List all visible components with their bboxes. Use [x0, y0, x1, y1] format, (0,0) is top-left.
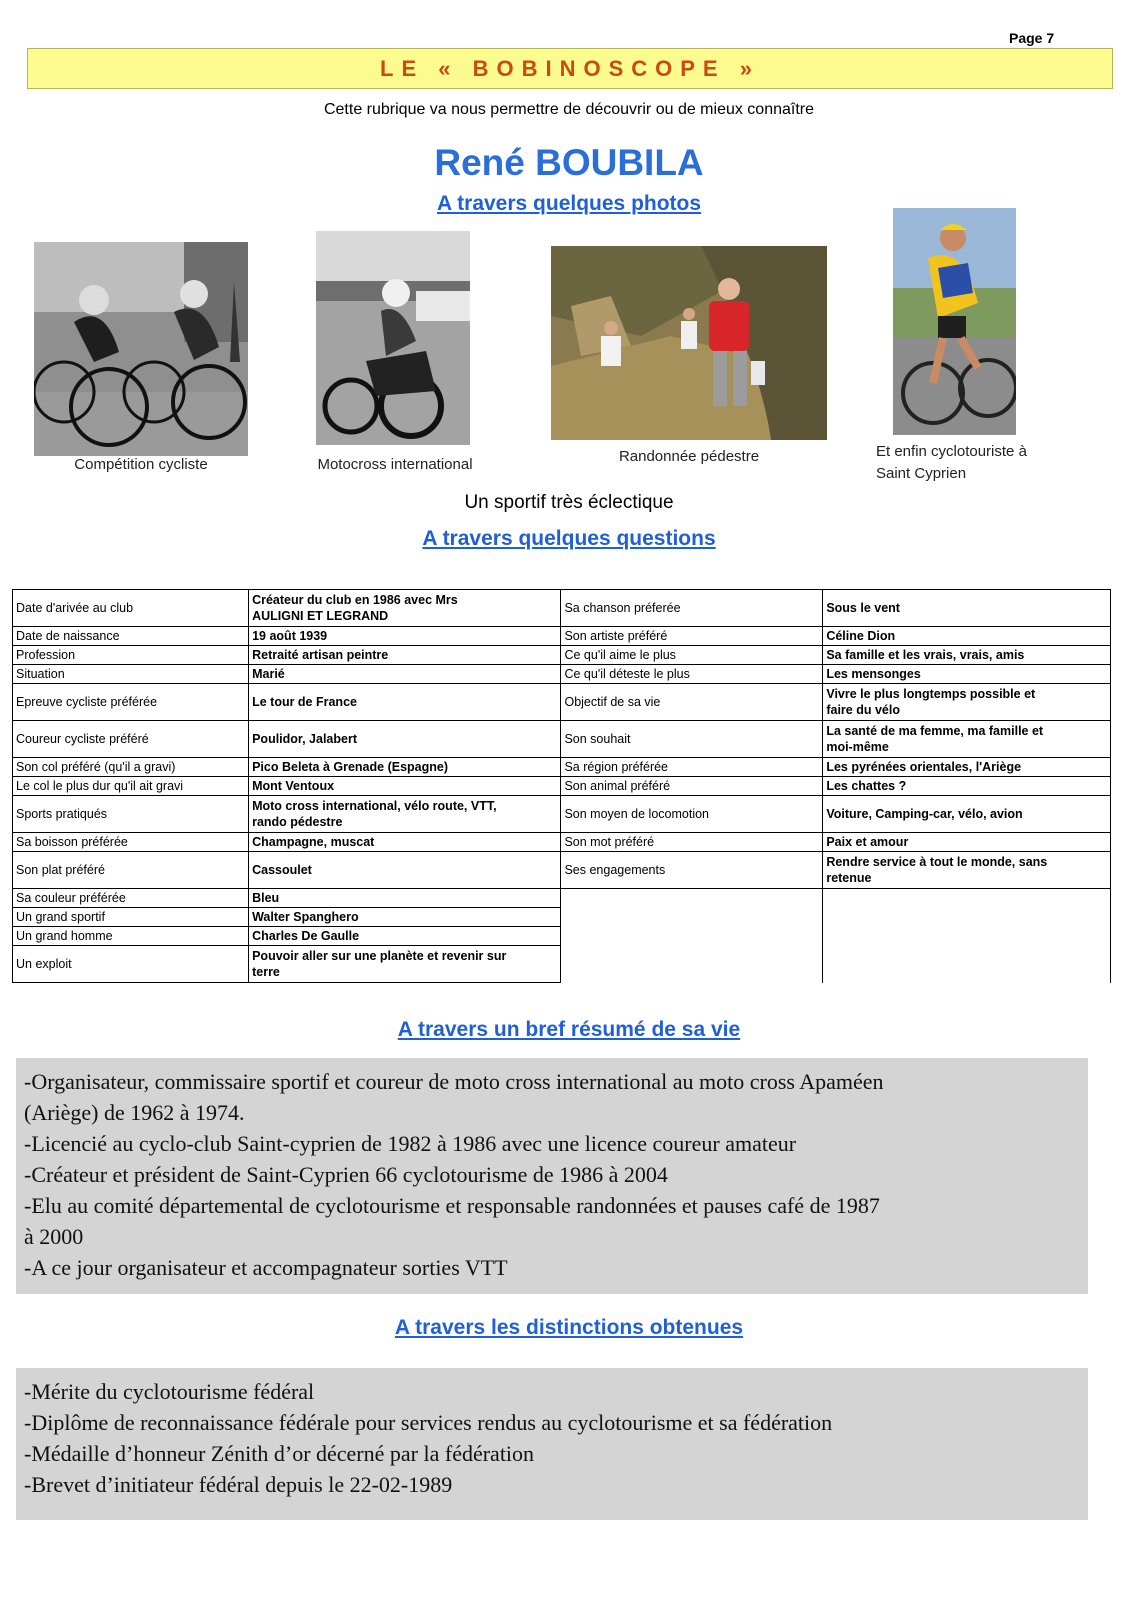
distinction-line: -Médaille d’honneur Zénith d’or décerné par la fédération	[24, 1441, 535, 1466]
right-question-cell: Son artiste préféré	[561, 627, 823, 646]
left-question-cell: Situation	[13, 665, 249, 684]
table-row	[13, 777, 1111, 796]
left-question-cell: Epreuve cycliste préférée	[13, 684, 249, 721]
table-row	[13, 758, 1111, 777]
questions-heading-link[interactable]: A travers quelques questions	[422, 527, 716, 550]
right-question-cell: Objectif de sa vie	[561, 684, 823, 721]
left-question-cell: Profession	[13, 646, 249, 665]
left-answer-cell	[249, 627, 561, 646]
right-answer-cell	[823, 758, 1111, 777]
table-row	[13, 833, 1111, 852]
table-row	[13, 908, 1111, 927]
answer-text: Céline Dion	[826, 629, 896, 643]
table-row	[13, 627, 1111, 646]
distinction-line: -Brevet d’initiateur fédéral depuis le 22-02-1989	[24, 1472, 453, 1497]
answer-text: La santé de ma femme, ma famille et	[826, 724, 1044, 738]
answer-text: Retraité artisan peintre	[252, 648, 389, 662]
left-question-cell: Date d'arivée au club	[13, 590, 249, 627]
distinctions-box	[16, 1368, 1088, 1520]
right-answer-cell	[823, 833, 1111, 852]
right-question-cell	[561, 946, 823, 983]
table-row	[13, 889, 1111, 908]
left-question-cell: Sports pratiqués	[13, 796, 249, 833]
right-answer-cell	[823, 684, 1111, 721]
right-answer-cell	[823, 908, 1111, 927]
life-line: -Licencié au cyclo-club Saint-cyprien de 1982 à 1986 avec une licence coureur amateur	[24, 1131, 797, 1156]
right-answer-cell	[823, 627, 1111, 646]
answer-text: Charles De Gaulle	[252, 929, 360, 943]
left-question-cell: Date de naissance	[13, 627, 249, 646]
motocross-photo	[316, 231, 470, 445]
distinction-line: -Mérite du cyclotourisme fédéral	[24, 1379, 315, 1404]
life-line: -Elu au comité départemental de cyclotourisme et responsable randonnées et pauses café de 1987	[24, 1193, 880, 1218]
right-answer-cell	[823, 590, 1111, 627]
right-question-cell: Sa chanson préferée	[561, 590, 823, 627]
answer-text: Walter Spanghero	[252, 910, 359, 924]
answer-text: Cassoulet	[252, 863, 312, 877]
answer-text: Les pyrénées orientales, l'Ariège	[826, 760, 1022, 774]
right-answer-cell	[823, 946, 1111, 983]
left-question-cell: Un grand homme	[13, 927, 249, 946]
left-answer-cell	[249, 758, 561, 777]
photo-caption-4-line2: Saint Cyprien	[876, 465, 967, 482]
answer-text: Marié	[252, 667, 285, 681]
right-answer-cell	[823, 927, 1111, 946]
answer-text: Sous le vent	[826, 601, 900, 615]
left-answer-cell	[249, 721, 561, 758]
right-question-cell: Son moyen de locomotion	[561, 796, 823, 833]
life-line: (Ariège) de 1962 à 1974.	[24, 1100, 245, 1125]
left-question-cell: Un exploit	[13, 946, 249, 983]
answer-text: Paix et amour	[826, 835, 909, 849]
left-question-cell: Sa couleur préférée	[13, 889, 249, 908]
left-answer-cell	[249, 927, 561, 946]
right-question-cell: Ce qu'il déteste le plus	[561, 665, 823, 684]
answer-text: Bleu	[252, 891, 280, 905]
answer-text-cont: faire du vélo	[826, 703, 900, 717]
left-answer-cell	[249, 889, 561, 908]
answer-text: Mont Ventoux	[252, 779, 335, 793]
header-banner	[27, 48, 1113, 89]
answer-text-cont: terre	[252, 965, 280, 979]
photo-caption-3: Randonnée pédestre	[618, 448, 760, 465]
answer-text-cont: moi-même	[826, 740, 889, 754]
cycling-race-photo	[34, 242, 248, 456]
life-line: -A ce jour organisateur et accompagnateur sorties VTT	[24, 1255, 508, 1280]
answer-text: Vivre le plus longtemps possible et	[826, 687, 1036, 701]
left-answer-cell	[249, 908, 561, 927]
left-answer-cell	[249, 777, 561, 796]
right-answer-cell	[823, 665, 1111, 684]
table-row	[13, 946, 1111, 983]
distinction-line: -Diplôme de reconnaissance fédérale pour services rendus au cyclotourisme et sa fédération	[24, 1410, 833, 1435]
left-question-cell: Le col le plus dur qu'il ait gravi	[13, 777, 249, 796]
table-row	[13, 721, 1111, 758]
left-question-cell: Son col préféré (qu'il a gravi)	[13, 758, 249, 777]
answer-text: Les chattes ?	[826, 779, 907, 793]
answer-text: Voiture, Camping-car, vélo, avion	[826, 807, 1023, 821]
right-question-cell: Son souhait	[561, 721, 823, 758]
photo-caption-4	[876, 441, 1076, 485]
answer-text: Moto cross international, vélo route, VTT,	[252, 799, 497, 813]
photo-caption-1: Compétition cycliste	[74, 456, 208, 473]
right-question-cell	[561, 927, 823, 946]
right-answer-cell	[823, 889, 1111, 908]
cyclotourist-photo	[893, 208, 1016, 435]
left-answer-cell	[249, 833, 561, 852]
table-row	[13, 852, 1111, 889]
table-row	[13, 590, 1111, 627]
left-answer-cell	[249, 646, 561, 665]
answer-text: Pouvoir aller sur une planète et revenir sur	[252, 949, 507, 963]
photo-caption-2: Motocross international	[317, 456, 473, 473]
answer-text: Poulidor, Jalabert	[252, 732, 357, 746]
right-question-cell	[561, 908, 823, 927]
questions-table	[12, 589, 1111, 983]
right-question-cell: Son mot préféré	[561, 833, 823, 852]
left-question-cell: Sa boisson préférée	[13, 833, 249, 852]
right-question-cell: Sa région préférée	[561, 758, 823, 777]
left-question-cell: Coureur cycliste préféré	[13, 721, 249, 758]
table-row	[13, 684, 1111, 721]
questions-heading[interactable]	[0, 527, 1138, 551]
table-row	[13, 665, 1111, 684]
left-answer-cell	[249, 684, 561, 721]
intro-text: Cette rubrique va nous permettre de découvrir ou de mieux connaître	[323, 101, 815, 118]
right-answer-cell	[823, 777, 1111, 796]
left-answer-cell	[249, 590, 561, 627]
answer-text: Créateur du club en 1986 avec Mrs	[252, 593, 458, 607]
photos-heading-link[interactable]: A travers quelques photos	[436, 192, 702, 215]
page-number: Page 7	[1009, 30, 1055, 46]
life-line: -Organisateur, commissaire sportif et coureur de moto cross international au moto cross Apaméen	[24, 1069, 884, 1094]
answer-text-cont: retenue	[826, 871, 872, 885]
answer-text: Rendre service à tout le monde, sans	[826, 855, 1048, 869]
table-row	[13, 646, 1111, 665]
left-answer-cell	[249, 665, 561, 684]
answer-text: Pico Beleta à Grenade (Espagne)	[252, 760, 448, 774]
answer-text: Le tour de France	[252, 695, 357, 709]
right-question-cell: Son animal préféré	[561, 777, 823, 796]
life-heading-link[interactable]: A travers un bref résumé de sa vie	[397, 1018, 741, 1041]
left-answer-cell	[249, 852, 561, 889]
right-question-cell: Ce qu'il aime le plus	[561, 646, 823, 665]
left-question-cell: Son plat préféré	[13, 852, 249, 889]
right-question-cell	[561, 889, 823, 908]
left-question-cell: Un grand sportif	[13, 908, 249, 927]
answer-text: Champagne, muscat	[252, 835, 375, 849]
answer-text: Les mensonges	[826, 667, 921, 681]
photo-caption-4-line1: Et enfin cyclotouriste à	[876, 443, 1027, 460]
life-heading[interactable]	[0, 1018, 1138, 1042]
table-row	[13, 796, 1111, 833]
hiking-photo	[551, 246, 827, 440]
life-line: -Créateur et président de Saint-Cyprien 66 cyclotourisme de 1986 à 2004	[24, 1162, 668, 1187]
person-name: René BOUBILA	[434, 142, 704, 183]
right-answer-cell	[823, 646, 1111, 665]
banner-title: LE « BOBINOSCOPE »	[380, 55, 760, 81]
table-row	[13, 927, 1111, 946]
right-question-cell: Ses engagements	[561, 852, 823, 889]
life-summary-box	[16, 1058, 1088, 1294]
distinctions-heading-link[interactable]: A travers les distinctions obtenues	[394, 1316, 744, 1339]
answer-text-cont: AULIGNI ET LEGRAND	[252, 609, 389, 623]
right-answer-cell	[823, 852, 1111, 889]
right-answer-cell	[823, 796, 1111, 833]
left-answer-cell	[249, 796, 561, 833]
life-line: à 2000	[24, 1224, 84, 1249]
tagline: Un sportif très éclectique	[464, 492, 674, 513]
distinctions-heading[interactable]	[0, 1316, 1138, 1340]
left-answer-cell	[249, 946, 561, 983]
right-answer-cell	[823, 721, 1111, 758]
answer-text: 19 août 1939	[252, 629, 328, 643]
answer-text: Sa famille et les vrais, vrais, amis	[826, 648, 1025, 662]
answer-text-cont: rando pédestre	[252, 815, 343, 829]
